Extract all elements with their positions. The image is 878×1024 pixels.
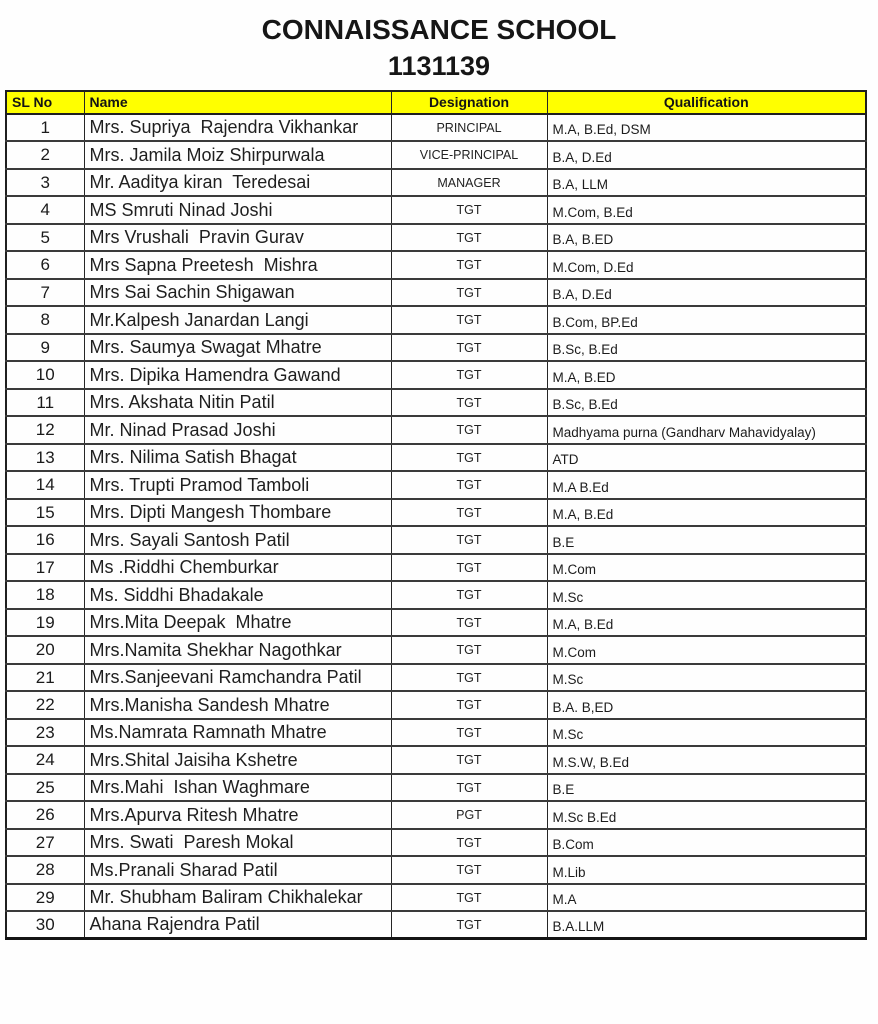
column-header-name: Name <box>84 91 391 114</box>
column-header-slno: SL No <box>6 91 84 114</box>
table-row <box>6 911 866 939</box>
table-row <box>6 416 866 444</box>
cell-designation: TGT <box>391 444 547 472</box>
cell-designation: TGT <box>391 719 547 747</box>
table-row <box>6 334 866 362</box>
table-row <box>6 114 866 142</box>
cell-slno: 5 <box>6 224 84 252</box>
cell-designation: VICE-PRINCIPAL <box>391 141 547 169</box>
cell-slno: 21 <box>6 664 84 692</box>
cell-name: Mr. Shubham Baliram Chikhalekar <box>84 884 391 912</box>
cell-slno: 28 <box>6 856 84 884</box>
cell-slno: 13 <box>6 444 84 472</box>
table-row <box>6 389 866 417</box>
cell-designation: TGT <box>391 526 547 554</box>
cell-slno: 24 <box>6 746 84 774</box>
cell-slno: 25 <box>6 774 84 802</box>
table-row <box>6 746 866 774</box>
cell-qualification: B.E <box>547 774 866 802</box>
cell-designation: TGT <box>391 911 547 939</box>
cell-name: Mrs Sai Sachin Shigawan <box>84 279 391 307</box>
cell-designation: TGT <box>391 251 547 279</box>
cell-slno: 20 <box>6 636 84 664</box>
table-row <box>6 884 866 912</box>
cell-qualification: B.A, D.Ed <box>547 141 866 169</box>
school-code: 1131139 <box>387 51 491 82</box>
table-row <box>6 499 866 527</box>
cell-slno: 17 <box>6 554 84 582</box>
cell-name: Mrs. Nilima Satish Bhagat <box>84 444 391 472</box>
cell-qualification: M.Com <box>547 636 866 664</box>
table-row <box>6 856 866 884</box>
table-row <box>6 719 866 747</box>
table-row <box>6 444 866 472</box>
cell-name: Mr.Kalpesh Janardan Langi <box>84 306 391 334</box>
cell-name: Mrs.Mita Deepak Mhatre <box>84 609 391 637</box>
cell-designation: TGT <box>391 361 547 389</box>
cell-designation: MANAGER <box>391 169 547 197</box>
cell-name: Mrs. Akshata Nitin Patil <box>84 389 391 417</box>
cell-name: Mrs.Apurva Ritesh Mhatre <box>84 801 391 829</box>
cell-name: Mrs. Sayali Santosh Patil <box>84 526 391 554</box>
cell-slno: 30 <box>6 911 84 939</box>
cell-qualification: B.E <box>547 526 866 554</box>
cell-slno: 14 <box>6 471 84 499</box>
cell-name: Mrs. Saumya Swagat Mhatre <box>84 334 391 362</box>
table-row <box>6 306 866 334</box>
cell-slno: 1 <box>6 114 84 142</box>
cell-name: Mrs.Manisha Sandesh Mhatre <box>84 691 391 719</box>
table-row <box>6 664 866 692</box>
cell-qualification: M.A, B.Ed <box>547 609 866 637</box>
cell-name: Mrs. Supriya Rajendra Vikhankar <box>84 114 391 142</box>
cell-qualification: M.A, B.ED <box>547 361 866 389</box>
table-row <box>6 636 866 664</box>
cell-name: Mrs. Dipti Mangesh Thombare <box>84 499 391 527</box>
cell-designation: TGT <box>391 884 547 912</box>
cell-designation: TGT <box>391 691 547 719</box>
cell-qualification: B.A, B.ED <box>547 224 866 252</box>
cell-slno: 22 <box>6 691 84 719</box>
cell-name: Mrs. Dipika Hamendra Gawand <box>84 361 391 389</box>
cell-designation: TGT <box>391 856 547 884</box>
cell-name: Ahana Rajendra Patil <box>84 911 391 939</box>
cell-qualification: M.Com, B.Ed <box>547 196 866 224</box>
cell-designation: PGT <box>391 801 547 829</box>
cell-designation: TGT <box>391 774 547 802</box>
table-row <box>6 361 866 389</box>
cell-slno: 16 <box>6 526 84 554</box>
table-row <box>6 581 866 609</box>
cell-qualification: B.A.LLM <box>547 911 866 939</box>
cell-qualification: ATD <box>547 444 866 472</box>
cell-slno: 19 <box>6 609 84 637</box>
cell-slno: 9 <box>6 334 84 362</box>
cell-name: Mrs Vrushali Pravin Gurav <box>84 224 391 252</box>
cell-qualification: B.Com, BP.Ed <box>547 306 866 334</box>
cell-qualification: M.Sc <box>547 719 866 747</box>
cell-designation: TGT <box>391 554 547 582</box>
cell-designation: TGT <box>391 609 547 637</box>
cell-qualification: B.Sc, B.Ed <box>547 389 866 417</box>
cell-name: Mrs.Namita Shekhar Nagothkar <box>84 636 391 664</box>
table-body <box>6 114 866 939</box>
cell-slno: 12 <box>6 416 84 444</box>
cell-name: Mrs. Jamila Moiz Shirpurwala <box>84 141 391 169</box>
cell-designation: TGT <box>391 334 547 362</box>
cell-designation: TGT <box>391 471 547 499</box>
table-row <box>6 141 866 169</box>
cell-designation: TGT <box>391 664 547 692</box>
cell-slno: 3 <box>6 169 84 197</box>
cell-qualification: B.A, D.Ed <box>547 279 866 307</box>
school-title: CONNAISSANCE SCHOOL <box>261 14 617 45</box>
cell-designation: PRINCIPAL <box>391 114 547 142</box>
cell-slno: 15 <box>6 499 84 527</box>
cell-qualification: M.Lib <box>547 856 866 884</box>
cell-slno: 18 <box>6 581 84 609</box>
cell-slno: 29 <box>6 884 84 912</box>
table-row <box>6 169 866 197</box>
cell-qualification: M.A <box>547 884 866 912</box>
cell-name: Mrs.Sanjeevani Ramchandra Patil <box>84 664 391 692</box>
cell-slno: 26 <box>6 801 84 829</box>
table-header <box>6 91 866 114</box>
cell-designation: TGT <box>391 196 547 224</box>
column-header-qualification: Qualification <box>547 91 866 114</box>
cell-slno: 11 <box>6 389 84 417</box>
cell-qualification: B.Sc, B.Ed <box>547 334 866 362</box>
cell-name: Mr. Aaditya kiran Teredesai <box>84 169 391 197</box>
cell-qualification: B.A, LLM <box>547 169 866 197</box>
table-row <box>6 774 866 802</box>
cell-qualification: B.A. B,ED <box>547 691 866 719</box>
cell-qualification: M.Sc <box>547 581 866 609</box>
table-row <box>6 609 866 637</box>
cell-designation: TGT <box>391 581 547 609</box>
cell-designation: TGT <box>391 279 547 307</box>
cell-designation: TGT <box>391 499 547 527</box>
cell-slno: 27 <box>6 829 84 857</box>
cell-qualification: M.Sc B.Ed <box>547 801 866 829</box>
cell-slno: 6 <box>6 251 84 279</box>
title-block <box>0 0 878 83</box>
cell-slno: 10 <box>6 361 84 389</box>
table-row <box>6 829 866 857</box>
header-row <box>6 91 866 114</box>
cell-name: Mrs.Mahi Ishan Waghmare <box>84 774 391 802</box>
cell-qualification: M.Sc <box>547 664 866 692</box>
cell-qualification: M.A, B.Ed, DSM <box>547 114 866 142</box>
cell-designation: TGT <box>391 306 547 334</box>
table-row <box>6 554 866 582</box>
cell-qualification: M.A B.Ed <box>547 471 866 499</box>
table-row <box>6 801 866 829</box>
cell-slno: 2 <box>6 141 84 169</box>
cell-name: Mrs.Shital Jaisiha Kshetre <box>84 746 391 774</box>
table-row <box>6 471 866 499</box>
cell-name: Ms. Siddhi Bhadakale <box>84 581 391 609</box>
cell-designation: TGT <box>391 746 547 774</box>
table-row <box>6 196 866 224</box>
cell-designation: TGT <box>391 224 547 252</box>
cell-qualification: Madhyama purna (Gandharv Mahavidyalay) <box>547 416 866 444</box>
cell-name: Ms.Pranali Sharad Patil <box>84 856 391 884</box>
cell-slno: 4 <box>6 196 84 224</box>
cell-designation: TGT <box>391 416 547 444</box>
column-header-designation: Designation <box>391 91 547 114</box>
cell-qualification: M.Com, D.Ed <box>547 251 866 279</box>
cell-designation: TGT <box>391 829 547 857</box>
cell-name: Mrs. Trupti Pramod Tamboli <box>84 471 391 499</box>
cell-qualification: M.S.W, B.Ed <box>547 746 866 774</box>
cell-designation: TGT <box>391 636 547 664</box>
cell-name: MS Smruti Ninad Joshi <box>84 196 391 224</box>
table-row <box>6 224 866 252</box>
cell-qualification: M.A, B.Ed <box>547 499 866 527</box>
cell-slno: 8 <box>6 306 84 334</box>
cell-name: Ms.Namrata Ramnath Mhatre <box>84 719 391 747</box>
table-row <box>6 279 866 307</box>
table-row <box>6 526 866 554</box>
cell-slno: 23 <box>6 719 84 747</box>
cell-slno: 7 <box>6 279 84 307</box>
cell-designation: TGT <box>391 389 547 417</box>
cell-name: Mr. Ninad Prasad Joshi <box>84 416 391 444</box>
cell-name: Mrs. Swati Paresh Mokal <box>84 829 391 857</box>
cell-qualification: M.Com <box>547 554 866 582</box>
cell-name: Mrs Sapna Preetesh Mishra <box>84 251 391 279</box>
table-row <box>6 251 866 279</box>
cell-name: Ms .Riddhi Chemburkar <box>84 554 391 582</box>
staff-table <box>5 90 867 941</box>
cell-qualification: B.Com <box>547 829 866 857</box>
table-row <box>6 691 866 719</box>
